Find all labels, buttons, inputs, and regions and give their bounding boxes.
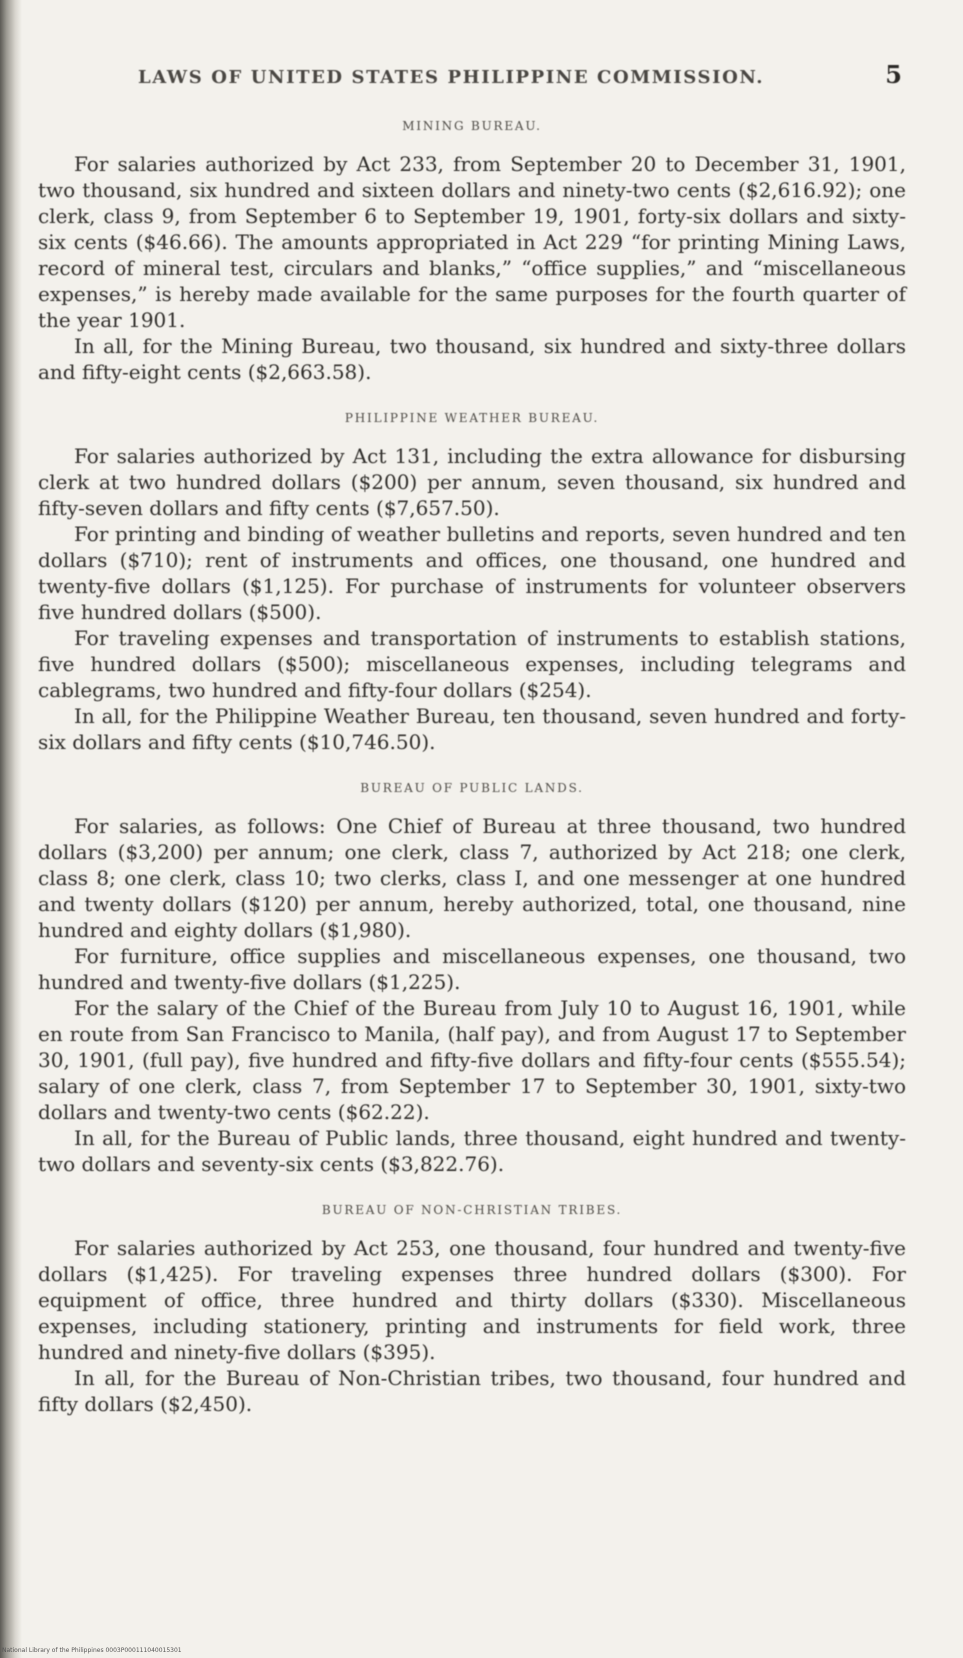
paragraph: For furniture, office supplies and miscellaneous expenses, one thousand, two hundred and twenty-five dollars ($1,225). bbox=[38, 944, 906, 994]
section-heading: BUREAU OF PUBLIC LANDS. bbox=[360, 781, 584, 795]
paragraph: In all, for the Bureau of Non-Christian tribes, two thousand, four hundred and fifty dollars ($2,450). bbox=[38, 1366, 906, 1416]
page-number: 5 bbox=[885, 60, 902, 89]
paragraph: For printing and binding of weather bulletins and reports, seven hundred and ten dollars ($710); rent of instruments and offices, one thousand, one hundred and twenty-five dollars ($1,125). For purchase of instruments for volunteer observers five hundred dollars ($500). bbox=[38, 522, 906, 624]
paragraph: For salaries, as follows: One Chief of Bureau at three thousand, two hundred dollars ($3,200) per annum; one clerk, class 7, authorized by Act 218; one clerk, class 8; one clerk, class 10; two clerks, class I, and one messenger at one hundred and twenty dollars ($120) per annum, hereby authorized, total, one thousand, nine hundred and eighty dollars ($1,980). bbox=[38, 814, 906, 942]
section-mining-bureau bbox=[38, 119, 906, 385]
paragraph: For the salary of the Chief of the Bureau from July 10 to August 16, 1901, while en route from San Francisco to Manila, (half pay), and from August 17 to September 30, 1901, (full pay), five hundred and fifty-five dollars and fifty-four cents ($555.54); salary of one clerk, class 7, from September 17 to September 30, 1901, sixty-two dollars and twenty-two cents ($62.22). bbox=[38, 996, 906, 1124]
section-heading: PHILIPPINE WEATHER BUREAU. bbox=[344, 411, 600, 425]
section-heading: BUREAU OF NON-CHRISTIAN TRIBES. bbox=[321, 1203, 623, 1217]
paragraph: For traveling expenses and transportation of instruments to establish stations, five hundred dollars ($500); miscellaneous expenses, including telegrams and cablegrams, two hundred and fifty-four dollars ($254). bbox=[38, 626, 906, 702]
book-spine-shadow bbox=[0, 0, 22, 1658]
running-head bbox=[138, 60, 906, 89]
paragraph: In all, for the Mining Bureau, two thousand, six hundred and sixty-three dollars and fifty-eight cents ($2,663.58). bbox=[38, 334, 906, 384]
section-public-lands bbox=[38, 781, 906, 1177]
section-gap bbox=[38, 385, 906, 411]
paragraph: For salaries authorized by Act 131, including the extra allowance for disbursing clerk at two hundred dollars ($200) per annum, seven thousand, six hundred and fifty-seven dollars and fifty cents ($7,657.50). bbox=[38, 444, 906, 520]
paragraph: For salaries authorized by Act 253, one thousand, four hundred and twenty-five dollars ($1,425). For traveling expenses three hundred dollars ($300). For equipment of office, three hundred and thirty dollars ($330). Miscellaneous expenses, including stationery, printing and instruments for field work, three hundred and ninety-five dollars ($395). bbox=[38, 1236, 906, 1364]
section-weather-bureau bbox=[38, 411, 906, 755]
paragraph: In all, for the Bureau of Public lands, three thousand, eight hundred and twenty-two dollars and seventy-six cents ($3,822.76). bbox=[38, 1126, 906, 1176]
section-gap bbox=[38, 755, 906, 781]
paragraph: For salaries authorized by Act 233, from September 20 to December 31, 1901, two thousand, six hundred and sixteen dollars and ninety-two cents ($2,616.92); one clerk, class 9, from September 6 to September 19, 1901, forty-six dollars and sixty-six cents ($46.66). The amounts appropriated in Act 229 “for printing Mining Laws, record of mineral test, circulars and blanks,” “office supplies,” and “miscellaneous expenses,” is hereby made available for the same purposes for the fourth quarter of the year 1901. bbox=[38, 152, 906, 332]
section-non-christian-tribes bbox=[38, 1203, 906, 1417]
running-title: LAWS OF UNITED STATES PHILIPPINE COMMISSION. bbox=[138, 67, 765, 88]
section-gap bbox=[38, 1177, 906, 1203]
paragraph: In all, for the Philippine Weather Bureau, ten thousand, seven hundred and forty-six dollars and fifty cents ($10,746.50). bbox=[38, 704, 906, 754]
section-heading: MINING BUREAU. bbox=[402, 119, 542, 133]
library-imprint: National Library of the Philippines 0003P000111040015301 bbox=[2, 1647, 182, 1654]
document-page bbox=[38, 60, 906, 1417]
